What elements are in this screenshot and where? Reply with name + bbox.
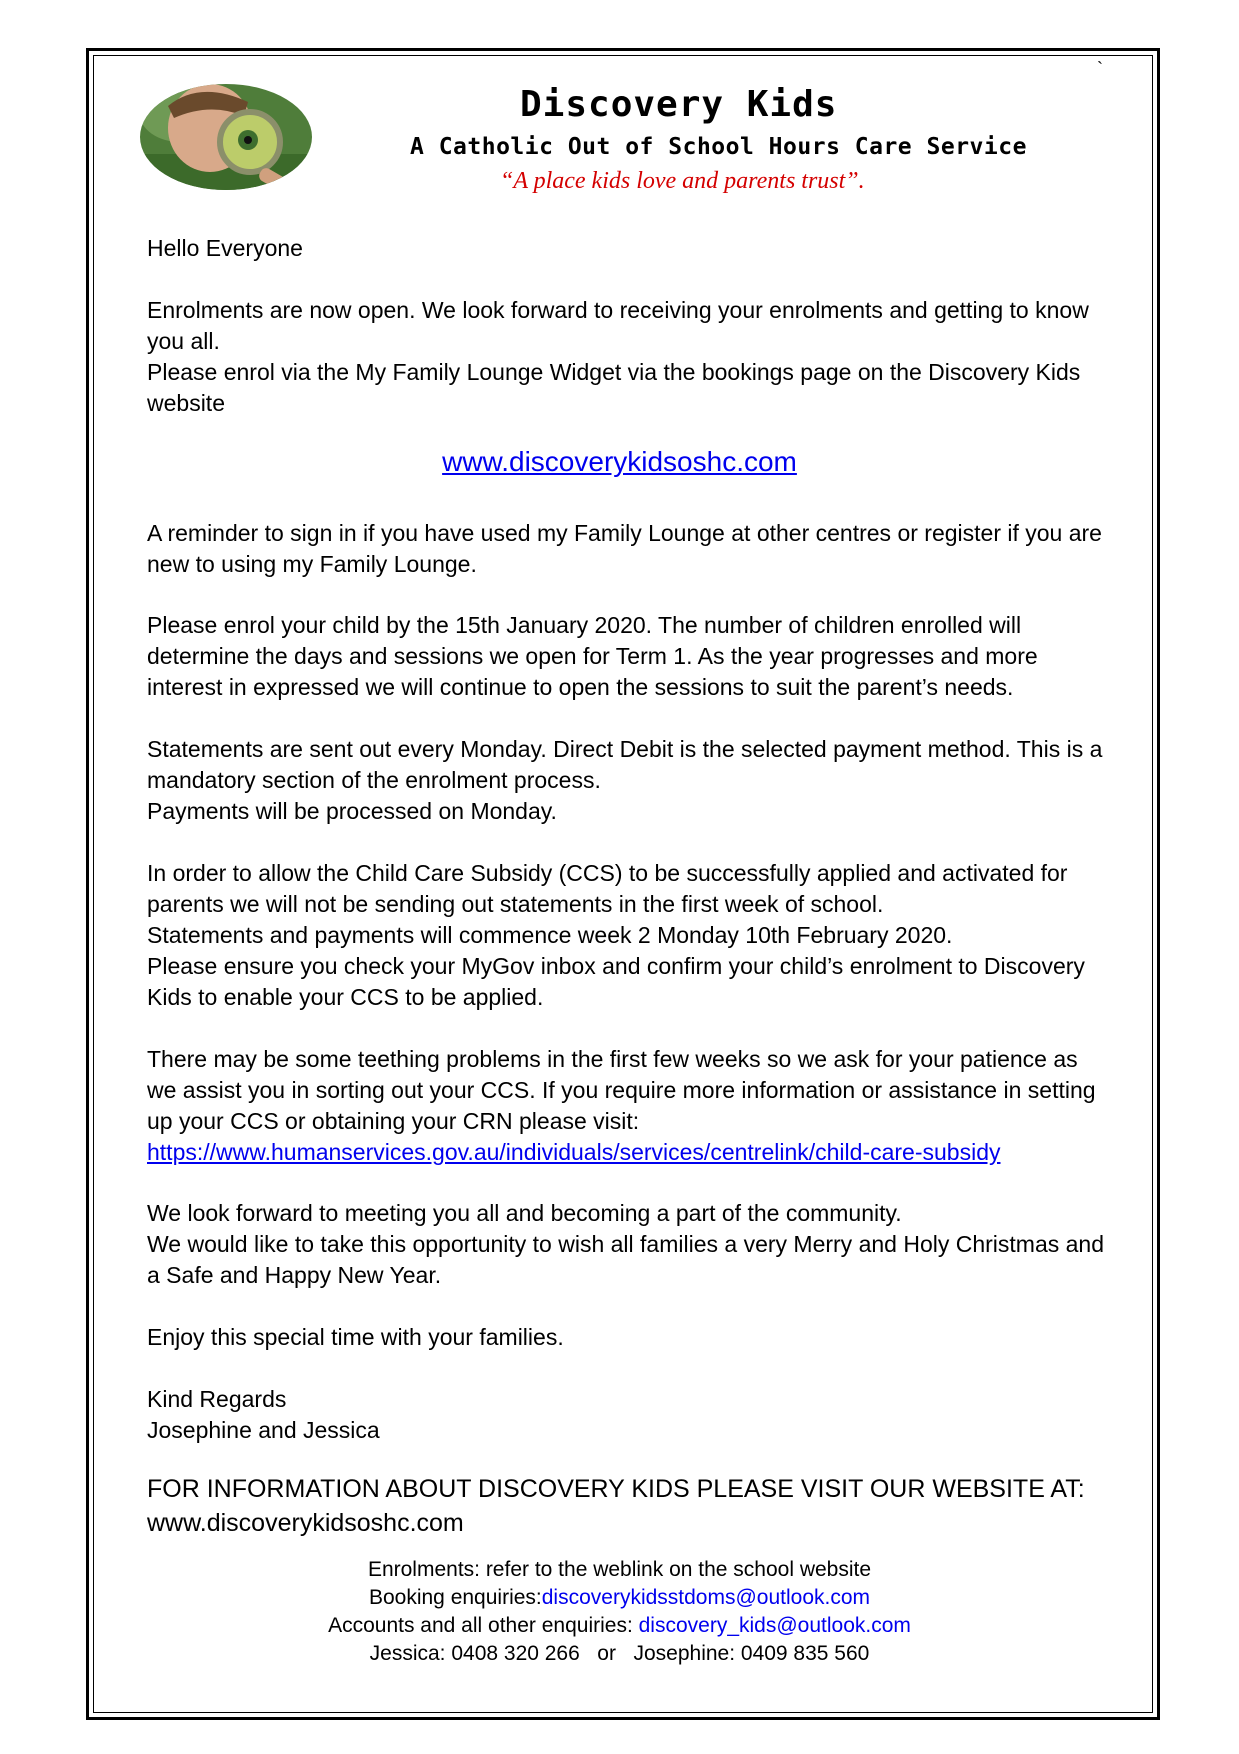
paragraph-enrolments-open (147, 295, 1107, 419)
website-link-text[interactable]: www.discoverykidsoshc.com (442, 446, 797, 477)
contact-footer (0, 1556, 1239, 1668)
greeting: Hello Everyone (147, 235, 303, 261)
accounts-email-link[interactable]: discovery_kids@outlook.com (638, 1614, 911, 1637)
paragraph-ccs (147, 858, 1107, 1013)
brand-title: Discovery Kids (520, 84, 838, 125)
signers: Josephine and Jessica (147, 1417, 380, 1443)
footer-booking (0, 1584, 1239, 1612)
boy-magnifier-image (140, 84, 312, 190)
brand-tagline: “A place kids love and parents trust”. (500, 168, 865, 194)
paragraph-teething (147, 1044, 1107, 1168)
teething-text: There may be some teething problems in the first few weeks so we ask for your patience as we assist you in sorting out your CCS. If you require more information or assistance in setting up your CCS or obtaining your CRN please visit: (147, 1046, 1096, 1134)
paragraph-statements (147, 734, 1107, 827)
brand-subtitle: A Catholic Out of School Hours Care Service (410, 134, 1027, 160)
statements-text: Statements are sent out every Monday. Direct Debit is the selected payment method. This is a mandatory section of the enrolment process. (147, 736, 1103, 793)
booking-label: Booking enquiries: (368, 1586, 542, 1609)
ccs-text: In order to allow the Child Care Subsidy (CCS) to be successfully applied and activated for parents we will not be sending out statements in the first week of school. (147, 860, 1068, 917)
info-heading (147, 1472, 1107, 1540)
info-heading-text: FOR INFORMATION ABOUT DISCOVERY KIDS PLEASE VISIT OUR WEBSITE AT: (147, 1475, 1085, 1503)
mygov-text: Please ensure you check your MyGov inbox and confirm your child’s enrolment to Discovery Kids to enable your CCS to be applied. (147, 953, 1085, 1010)
signoff: Kind Regards (147, 1386, 287, 1412)
booking-email-link[interactable]: discoverykidsstdoms@outlook.com (541, 1586, 871, 1609)
footer-phones: Jessica: 0408 320 266 or Josephine: 0409 835 560 (369, 1642, 870, 1665)
corner-mark: ` (1097, 58, 1103, 78)
humanservices-link[interactable]: https://www.humanservices.gov.au/individuals/services/centrelink/child-care-subsidy (147, 1139, 1001, 1165)
accounts-label: Accounts and all other enquiries: (328, 1614, 639, 1637)
paragraph-enrol-deadline: Please enrol your child by the 15th January 2020. The number of children enrolled will determine the days and sessions we open for Term 1. As the year progresses and more interest in expressed we will continue to open the sessions to suit the parent’s needs. (147, 612, 1038, 700)
statements-commence-text: Statements and payments will commence week 2 Monday 10th February 2020. (147, 922, 953, 948)
paragraph-sign-in-reminder: A reminder to sign in if you have used my Family Lounge at other centres or register if you are new to using my Family Lounge. (147, 520, 1102, 577)
paragraph-enjoy: Enjoy this special time with your families. (147, 1324, 564, 1350)
logo-photo (140, 84, 312, 190)
footer-enrolments: Enrolments: refer to the weblink on the school website (367, 1558, 872, 1581)
paragraph-christmas (147, 1198, 1107, 1291)
meeting-text: We look forward to meeting you all and becoming a part of the community. (147, 1200, 902, 1226)
info-website: www.discoverykidsoshc.com (147, 1509, 464, 1537)
enrol-via-text: Please enrol via the My Family Lounge Widget via the bookings page on the Discovery Kids website (147, 359, 1081, 416)
payments-text: Payments will be processed on Monday. (147, 798, 557, 824)
christmas-text: We would like to take this opportunity to wish all families a very Merry and Holy Christmas and a Safe and Happy New Year. (147, 1231, 1105, 1288)
enrolments-open-text: Enrolments are now open. We look forward to receiving your enrolments and getting to know you all. (147, 297, 1089, 354)
footer-accounts (0, 1612, 1239, 1640)
website-link[interactable] (0, 446, 1239, 478)
signature-block (147, 1384, 1107, 1446)
